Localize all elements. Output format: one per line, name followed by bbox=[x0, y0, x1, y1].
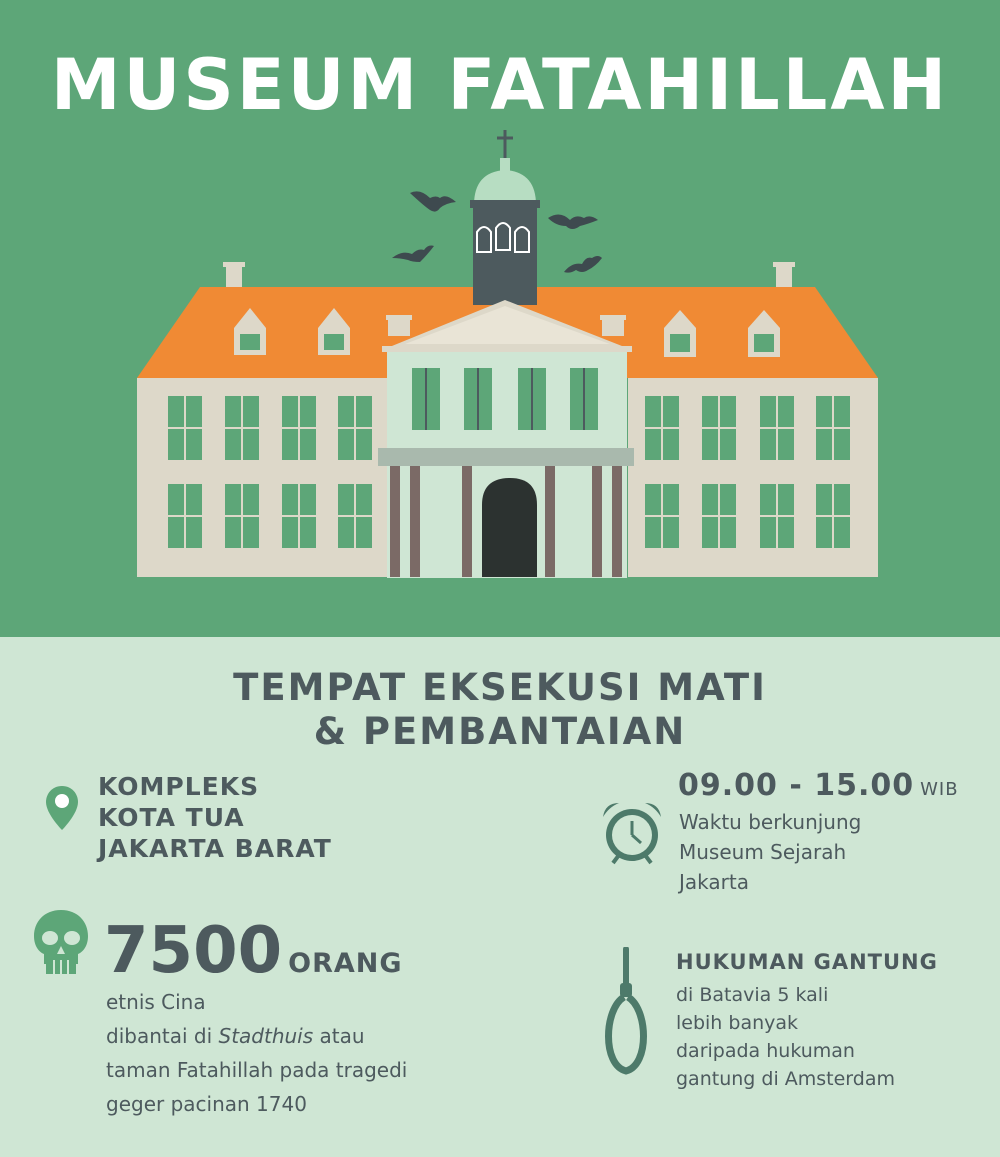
visiting-hours bbox=[678, 768, 959, 803]
description-line: geger pacinan 1740 bbox=[106, 1092, 307, 1116]
section-heading-line2: & PEMBANTAIAN bbox=[313, 710, 687, 753]
location-text bbox=[98, 771, 332, 864]
victim-count-unit: ORANG bbox=[288, 948, 403, 979]
description-line: Jakarta bbox=[679, 870, 749, 894]
hanging-title: HUKUMAN GANTUNG bbox=[676, 950, 938, 974]
description-line: di Batavia 5 kali bbox=[676, 984, 829, 1006]
visiting-hours-time: 09.00 - 15.00 bbox=[678, 768, 915, 803]
description-line: daripada hukuman bbox=[676, 1040, 855, 1062]
description-text: dibantai di bbox=[106, 1024, 219, 1048]
description-text: atau bbox=[313, 1024, 365, 1048]
map-pin-icon bbox=[44, 784, 80, 832]
visiting-hours-description bbox=[679, 807, 861, 897]
description-line: etnis Cina bbox=[106, 990, 206, 1014]
description-line: Waktu berkunjung bbox=[679, 810, 862, 834]
section-heading bbox=[0, 666, 1000, 754]
visiting-hours-zone: WIB bbox=[920, 779, 959, 800]
location-line: KOTA TUA bbox=[98, 803, 245, 832]
description-line: lebih banyak bbox=[676, 1012, 799, 1034]
stadthuis-emphasis: Stadthuis bbox=[218, 1024, 314, 1048]
noose-icon bbox=[596, 947, 656, 1077]
location-line: KOMPLEKS bbox=[98, 772, 260, 801]
description-line: Museum Sejarah bbox=[679, 840, 847, 864]
victim-description bbox=[106, 985, 407, 1121]
victim-count-number: 7500 bbox=[104, 914, 283, 988]
museum-building-illustration bbox=[0, 120, 1000, 590]
victim-count bbox=[104, 915, 403, 987]
description-line bbox=[106, 1019, 407, 1053]
location-line: JAKARTA BARAT bbox=[98, 834, 332, 863]
page-title: MUSEUM FATAHILLAH bbox=[50, 44, 950, 126]
alarm-clock-icon bbox=[599, 799, 665, 869]
hanging-description bbox=[676, 981, 895, 1093]
section-heading-line1: TEMPAT EKSEKUSI MATI bbox=[233, 666, 767, 709]
description-line: gantung di Amsterdam bbox=[676, 1068, 895, 1090]
description-line: taman Fatahillah pada tragedi bbox=[106, 1058, 408, 1082]
skull-icon bbox=[32, 908, 90, 976]
